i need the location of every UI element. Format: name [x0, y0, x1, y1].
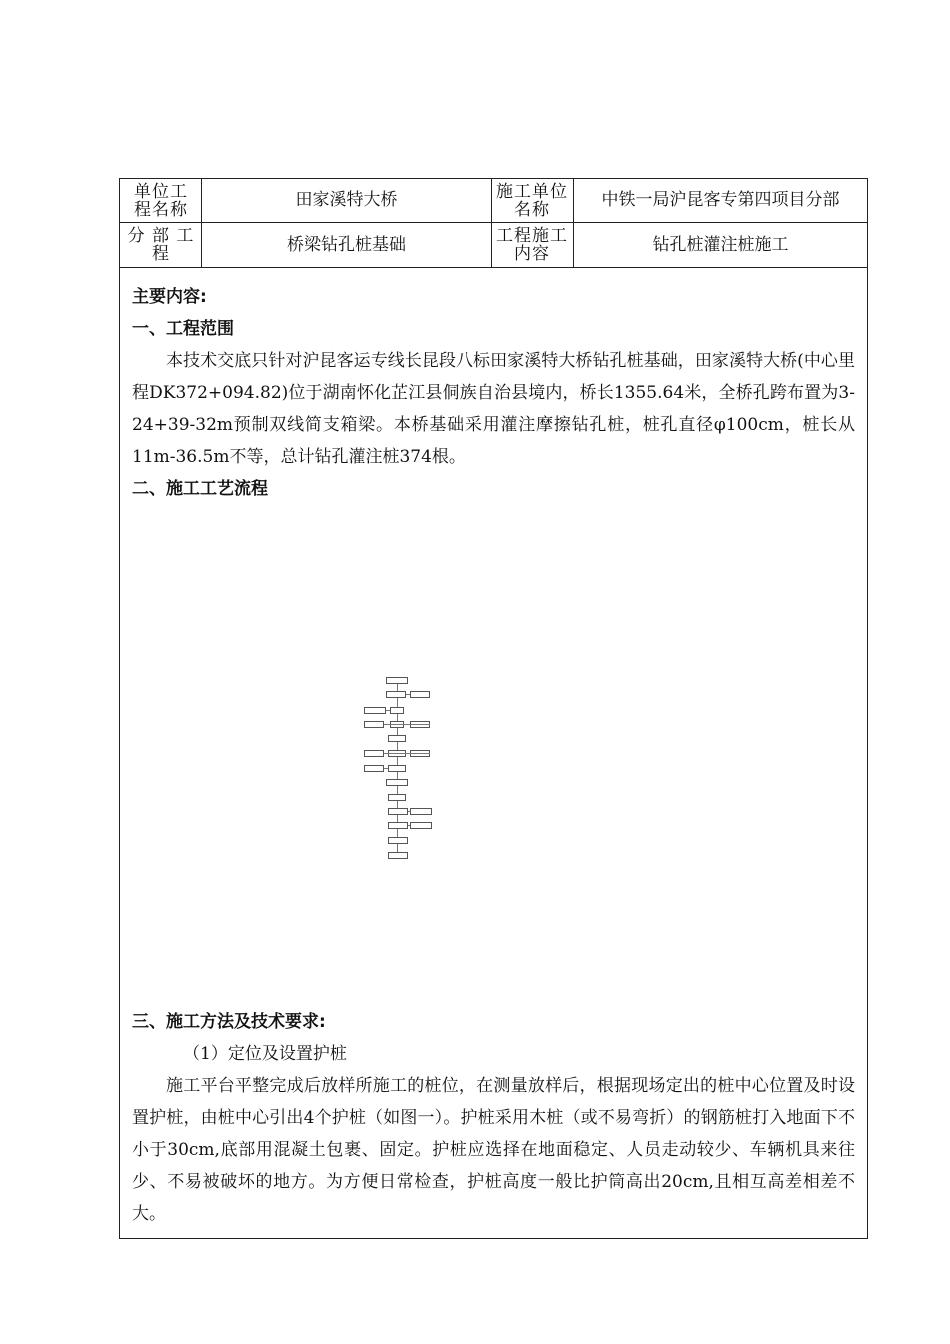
flowchart-box	[386, 677, 408, 684]
flowchart-box	[388, 808, 408, 815]
flowchart-box	[388, 735, 406, 742]
flowchart-box	[390, 707, 404, 714]
flowchart-box	[388, 822, 408, 829]
flowchart-box	[364, 750, 384, 757]
flowchart-box	[386, 779, 408, 786]
flowchart-box	[386, 691, 406, 698]
flowchart-connector	[408, 811, 410, 812]
subsection-title-positioning: （1）定位及设置护桩	[183, 1044, 347, 1064]
flowchart-box	[410, 808, 432, 815]
flowchart-box	[388, 794, 406, 801]
table-column-divider	[491, 179, 492, 267]
flowchart-box	[364, 765, 384, 772]
main-heading: 主要内容:	[132, 287, 207, 307]
flowchart-box	[410, 822, 432, 829]
flowchart-box	[388, 837, 408, 844]
section-heading-process-flow: 二、施工工艺流程	[132, 479, 268, 499]
subsection-positioning-paragraph: 施工平台平整完成后放样所施工的桩位，在测量放样后，根据现场定出的桩中心位置及时设置护桩，由桩中心引出4个护桩（如图一）。护桩采用木桩（或不易弯折）的钢筋桩打入地面下不小于30cm,底部用混凝土包裹、固定。护桩应选择在地面稳定、人员走动较少、车辆机具来往少、不易被破坏的地方。为方便日常检查，护桩高度一般比护筒高出20cm,且相互高差相差不大。	[132, 1076, 855, 1224]
unit-project-name-value: 田家溪特大桥	[295, 190, 398, 210]
unit-project-name-label: 单位工程名称	[134, 181, 188, 220]
flowchart-connector	[406, 694, 410, 695]
construction-unit-label: 施工单位名称	[496, 181, 568, 220]
flowchart-box	[388, 852, 408, 859]
technical-disclosure-form	[119, 178, 868, 1239]
flowchart-connector	[384, 753, 430, 754]
section-heading-methods: 三、施工方法及技术要求:	[132, 1012, 326, 1032]
sub-project-label: 分 部 工 程	[127, 226, 195, 264]
flowchart-box	[364, 707, 386, 714]
table-header-bottom-border	[120, 267, 867, 268]
flowchart-connector	[386, 710, 390, 711]
construction-unit-value: 中铁一局沪昆客专第四项目分部	[601, 190, 840, 210]
flowchart-box	[364, 721, 384, 728]
construction-content-value: 钻孔桩灌注桩施工	[652, 234, 789, 255]
construction-content-label: 工程施工内容	[496, 226, 568, 264]
flowchart-connector	[408, 825, 410, 826]
flowchart-connector	[384, 724, 430, 725]
section-heading-scope: 一、工程范围	[132, 319, 234, 339]
process-flowchart-figure	[364, 677, 444, 862]
flowchart-box	[388, 765, 406, 772]
flowchart-connector	[384, 768, 388, 769]
flowchart-area	[132, 505, 855, 1006]
sub-project-value: 桥梁钻孔桩基础	[287, 234, 406, 255]
flowchart-box	[410, 691, 430, 698]
section-scope-paragraph: 本技术交底只针对沪昆客运专线长昆段八标田家溪特大桥钻孔桩基础，田家溪特大桥(中心里程DK372+094.82)位于湖南怀化芷江县侗族自治县境内，桥长1355.64米，全桥孔跨布置为3-24+39-32m预制双线简支箱梁。本桥基础采用灌注摩擦钻孔桩，桩孔直径φ100cm，桩长从11m-36.5m不等，总计钻孔灌注桩374根。	[132, 351, 855, 467]
document-body	[132, 281, 855, 1230]
